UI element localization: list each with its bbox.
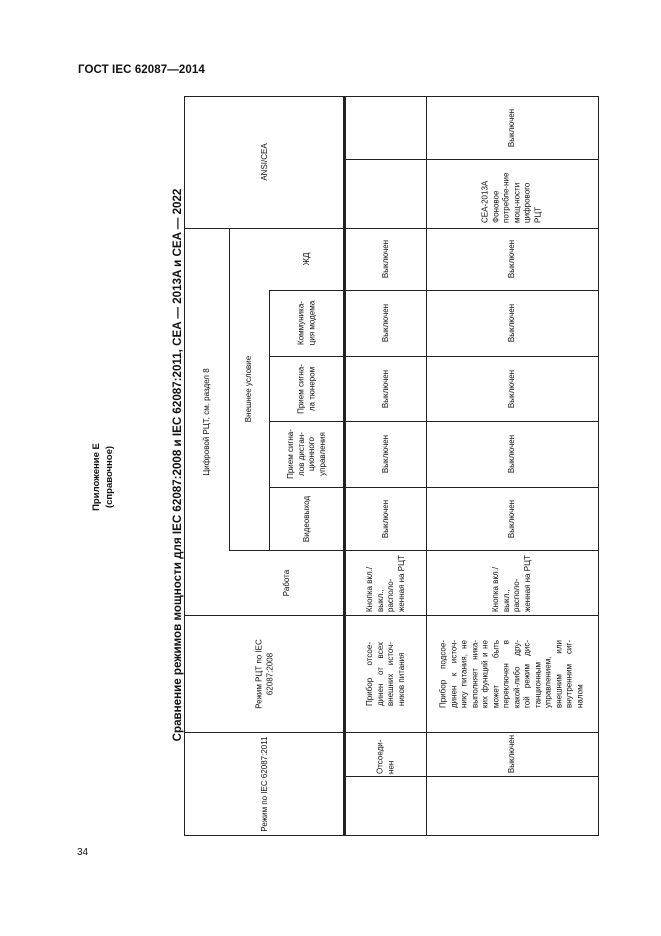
row1-tuner: Выключен: [380, 369, 390, 408]
row2-iec2008: Прибор подсое-динен к источ-нику питания, не выполняет ника-ких функций и не может быть переключен в какой-либо дру-гой режим дис-танционным управлением, внешним или внутренним сиг-налом: [438, 639, 584, 708]
header-remote: Прием сигна-лов дистан-ционного управления: [286, 429, 327, 479]
row2-last: Выключен: [506, 108, 516, 147]
header-tuner: Прием сигна-ла тюнером: [296, 363, 316, 414]
header-digital-rct: Цифровой РЦТ, см. раздел 8: [201, 367, 211, 476]
page-number: 34: [77, 847, 89, 858]
row2-ansi: CEA-2013A Фоновое потребле-ние мощ-ности цифрового РЦТ: [480, 172, 542, 223]
header-iec2011: Режим по IEC 62087:2011: [259, 735, 269, 832]
row2-tuner: Выключен: [506, 369, 516, 408]
row1-ansi: [345, 159, 426, 228]
row2-video: Выключен: [506, 499, 516, 538]
header-work: Работа: [281, 569, 291, 596]
row1-modem: Выключен: [380, 303, 390, 343]
header-video: Видеовыход: [301, 495, 311, 542]
row1-video: Выключен: [380, 499, 390, 538]
header-external: Внешнее условие: [243, 355, 253, 423]
row2-iec2011: Выключен: [506, 734, 516, 774]
table-title: Сравнение режимов мощности для IEC 62087:2008 и IEC 62087:2011, CEA — 2013A и CEA — 2022: [171, 188, 184, 742]
header-modem: Коммуника-ция модема: [296, 300, 316, 346]
row2-remote: Выключен: [506, 434, 516, 474]
appendix-title: Приложение Е: [91, 443, 102, 511]
row2-work: Кнопка вкл./выкл., располо-женная на РЦТ: [491, 554, 532, 612]
row1-remote: Выключен: [380, 434, 390, 474]
appendix-heading: [90, 377, 124, 577]
header-ansi: ANSI/CEA: [259, 143, 269, 181]
appendix-subtitle: (справочное): [104, 445, 115, 509]
header-iec2008: Режим РЦТ по IEC 62087:2008: [254, 638, 274, 709]
doc-code: ГОСТ IEC 62087—2014: [78, 64, 205, 76]
row1-last: [345, 96, 426, 159]
row1-iec2011: Отсоеди-нен: [375, 739, 395, 774]
row1-zhd: Выключен: [380, 239, 390, 279]
row1-iec2008: Прибор отсое-динен от всех внешних источ-ников питания: [364, 641, 405, 706]
row1-work: Кнопка вкл./выкл., располо-женная на РЦТ: [364, 554, 405, 612]
row2-zhd: Выключен: [506, 239, 516, 279]
header-zhd: ЖД: [301, 252, 311, 266]
row2-modem: Выключен: [506, 303, 516, 343]
